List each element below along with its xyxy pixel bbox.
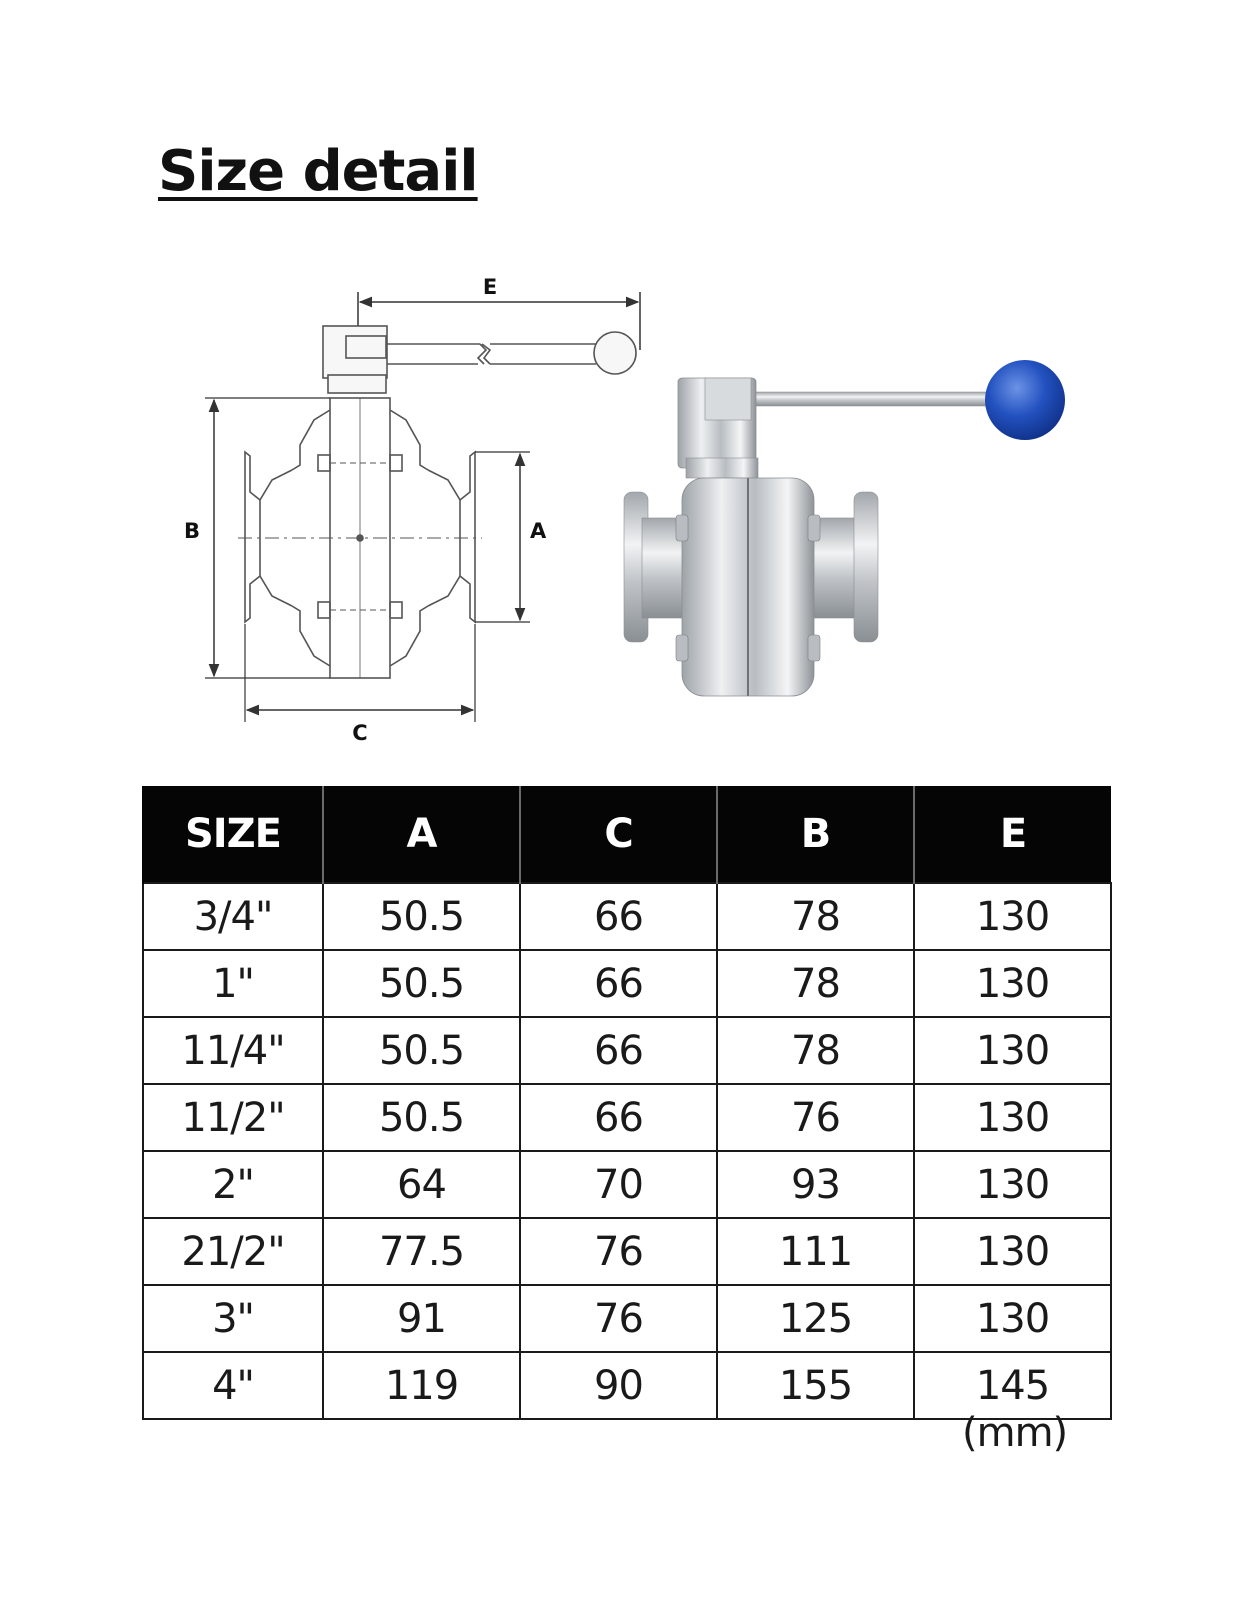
table-row (143, 950, 1111, 1017)
table-cell-b: 78 (717, 950, 914, 1017)
table-cell-e: 130 (914, 883, 1111, 950)
dimension-a (475, 452, 547, 622)
table-cell-size: 3/4" (143, 883, 323, 950)
unit-note: (mm) (962, 1410, 1068, 1456)
table-row (143, 1352, 1111, 1419)
table-cell-c: 90 (520, 1352, 717, 1419)
column-header-c: C (520, 786, 717, 883)
table-cell-b: 76 (717, 1084, 914, 1151)
size-table (142, 786, 1112, 1420)
table-cell-b: 78 (717, 883, 914, 950)
valve-technical-drawing (160, 270, 680, 760)
table-cell-c: 70 (520, 1151, 717, 1218)
table-cell-a: 77.5 (323, 1218, 520, 1285)
table-cell-c: 66 (520, 1084, 717, 1151)
table-cell-e: 145 (914, 1352, 1111, 1419)
table-cell-c: 66 (520, 950, 717, 1017)
dimension-label-c: C (352, 721, 368, 745)
handle-knob (985, 360, 1065, 440)
table-cell-e: 130 (914, 1285, 1111, 1352)
table-cell-size: 2" (143, 1151, 323, 1218)
handle-rod (740, 392, 1010, 406)
table-cell-a: 91 (323, 1285, 520, 1352)
dimension-label-a: A (530, 519, 547, 543)
table-row (143, 1151, 1111, 1218)
table-row (143, 1017, 1111, 1084)
table-row (143, 1285, 1111, 1352)
table-row (143, 1218, 1111, 1285)
table-cell-b: 155 (717, 1352, 914, 1419)
table-cell-b: 93 (717, 1151, 914, 1218)
table-cell-a: 50.5 (323, 950, 520, 1017)
table-cell-b: 78 (717, 1017, 914, 1084)
table-cell-c: 76 (520, 1218, 717, 1285)
table-cell-c: 66 (520, 883, 717, 950)
table-cell-size: 4" (143, 1352, 323, 1419)
table-cell-size: 3" (143, 1285, 323, 1352)
table-cell-size: 11/2" (143, 1084, 323, 1151)
table-cell-e: 130 (914, 1151, 1111, 1218)
size-table-body (143, 883, 1111, 1419)
table-cell-e: 130 (914, 1218, 1111, 1285)
dimension-label-b: B (184, 519, 201, 543)
table-cell-e: 130 (914, 1084, 1111, 1151)
table-cell-e: 130 (914, 950, 1111, 1017)
table-cell-e: 130 (914, 1017, 1111, 1084)
table-cell-a: 64 (323, 1151, 520, 1218)
column-header-b: B (717, 786, 914, 883)
table-cell-a: 50.5 (323, 1084, 520, 1151)
column-header-size: SIZE (143, 786, 323, 883)
table-cell-size: 21/2" (143, 1218, 323, 1285)
page-title: Size detail (158, 139, 478, 204)
handle-drawing (323, 326, 636, 393)
valve-product-image (620, 350, 1090, 730)
valve-body-drawing (238, 398, 482, 678)
table-cell-c: 66 (520, 1017, 717, 1084)
table-row (143, 883, 1111, 950)
column-header-e: E (914, 786, 1111, 883)
table-header-row (143, 786, 1111, 883)
table-cell-b: 125 (717, 1285, 914, 1352)
table-cell-size: 1" (143, 950, 323, 1017)
table-cell-a: 119 (323, 1352, 520, 1419)
table-cell-a: 50.5 (323, 1017, 520, 1084)
table-cell-size: 11/4" (143, 1017, 323, 1084)
dimension-label-e: E (482, 275, 498, 299)
dimension-e (358, 275, 640, 350)
table-cell-c: 76 (520, 1285, 717, 1352)
table-row (143, 1084, 1111, 1151)
table-cell-a: 50.5 (323, 883, 520, 950)
table-cell-b: 111 (717, 1218, 914, 1285)
column-header-a: A (323, 786, 520, 883)
size-table-header (143, 786, 1111, 883)
